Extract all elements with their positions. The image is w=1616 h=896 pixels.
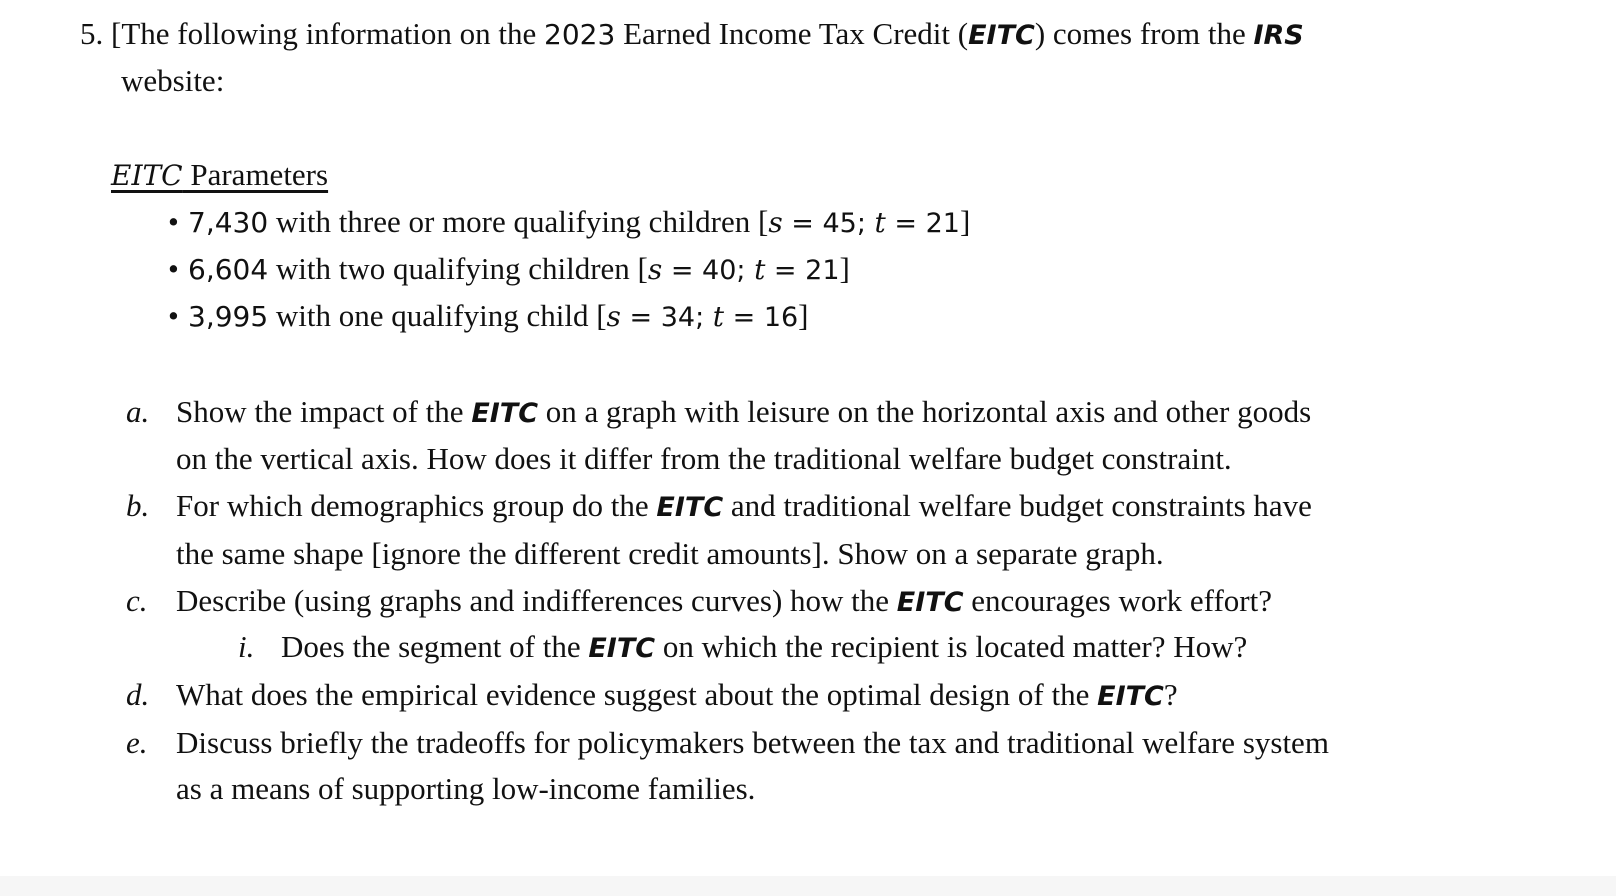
eitc-term: EITC [588, 633, 656, 664]
page-bottom-edge [0, 876, 1616, 896]
phase-out-rate: 16 [763, 302, 799, 333]
eitc-term: EITC [656, 492, 724, 523]
phase-in-rate: 40 [702, 255, 737, 286]
eitc-term: EITC [1097, 681, 1164, 712]
part-d-text: What does the empirical evidence suggest about the optimal design of the EITC? [176, 677, 1178, 712]
question-intro-line2: website: [121, 63, 225, 98]
phase-in-rate: 34 [660, 302, 696, 333]
part-ci-text: Does the segment of the EITC on which the recipient is located matter? How? [281, 629, 1248, 664]
part-a-label: a. [126, 394, 150, 429]
eitc-term: EITC [968, 20, 1035, 51]
bullet-icon: • [168, 204, 179, 239]
part-b-label: b. [126, 488, 150, 523]
parameter-item: • 3,995 with one qualifying child [s = 34; t = 16] [168, 298, 809, 333]
eitc-term: EITC [471, 398, 539, 429]
phase-in-rate: 45 [822, 208, 857, 239]
phase-out-rate: 21 [805, 255, 840, 286]
parameter-item: • 7,430 with three or more qualifying children [s = 45; t = 21] [168, 204, 971, 239]
part-e-text-line2: as a means of supporting low-income families. [176, 771, 756, 806]
credit-amount: 7,430 [188, 206, 269, 239]
part-c-label: c. [126, 583, 148, 618]
irs-term: IRS [1253, 20, 1304, 51]
part-b-text: For which demographics group do the EITC and traditional welfare budget constraints have [176, 488, 1312, 523]
part-e-label: e. [126, 725, 148, 760]
bullet-icon: • [168, 298, 179, 333]
part-b-text-line2: the same shape [ignore the different credit amounts]. Show on a separate graph. [176, 536, 1164, 571]
question-intro: 5. [The following information on the 2023 Earned Income Tax Credit (EITC) comes from the IRS [80, 16, 1304, 51]
year: 2023 [544, 18, 616, 51]
question-number: 5. [80, 16, 104, 51]
part-e-text: Discuss briefly the tradeoffs for policymakers between the tax and traditional welfare system [176, 725, 1329, 760]
parameter-item: • 6,604 with two qualifying children [s = 40; t = 21] [168, 251, 850, 286]
part-d-label: d. [126, 677, 150, 712]
eitc-term: EITC [896, 587, 964, 618]
parameters-heading: EITC Parameters [111, 157, 329, 192]
bullet-icon: • [168, 251, 179, 286]
part-a-text-line2: on the vertical axis. How does it differ from the traditional welfare budget constraint. [176, 441, 1232, 476]
part-c-text: Describe (using graphs and indifferences curves) how the EITC encourages work effort? [176, 583, 1272, 618]
credit-amount: 6,604 [188, 253, 269, 286]
phase-out-rate: 21 [925, 208, 960, 239]
part-ci-label: i. [238, 629, 255, 664]
credit-amount: 3,995 [188, 300, 269, 333]
part-a-text: Show the impact of the EITC on a graph with leisure on the horizontal axis and other goods [176, 394, 1312, 429]
